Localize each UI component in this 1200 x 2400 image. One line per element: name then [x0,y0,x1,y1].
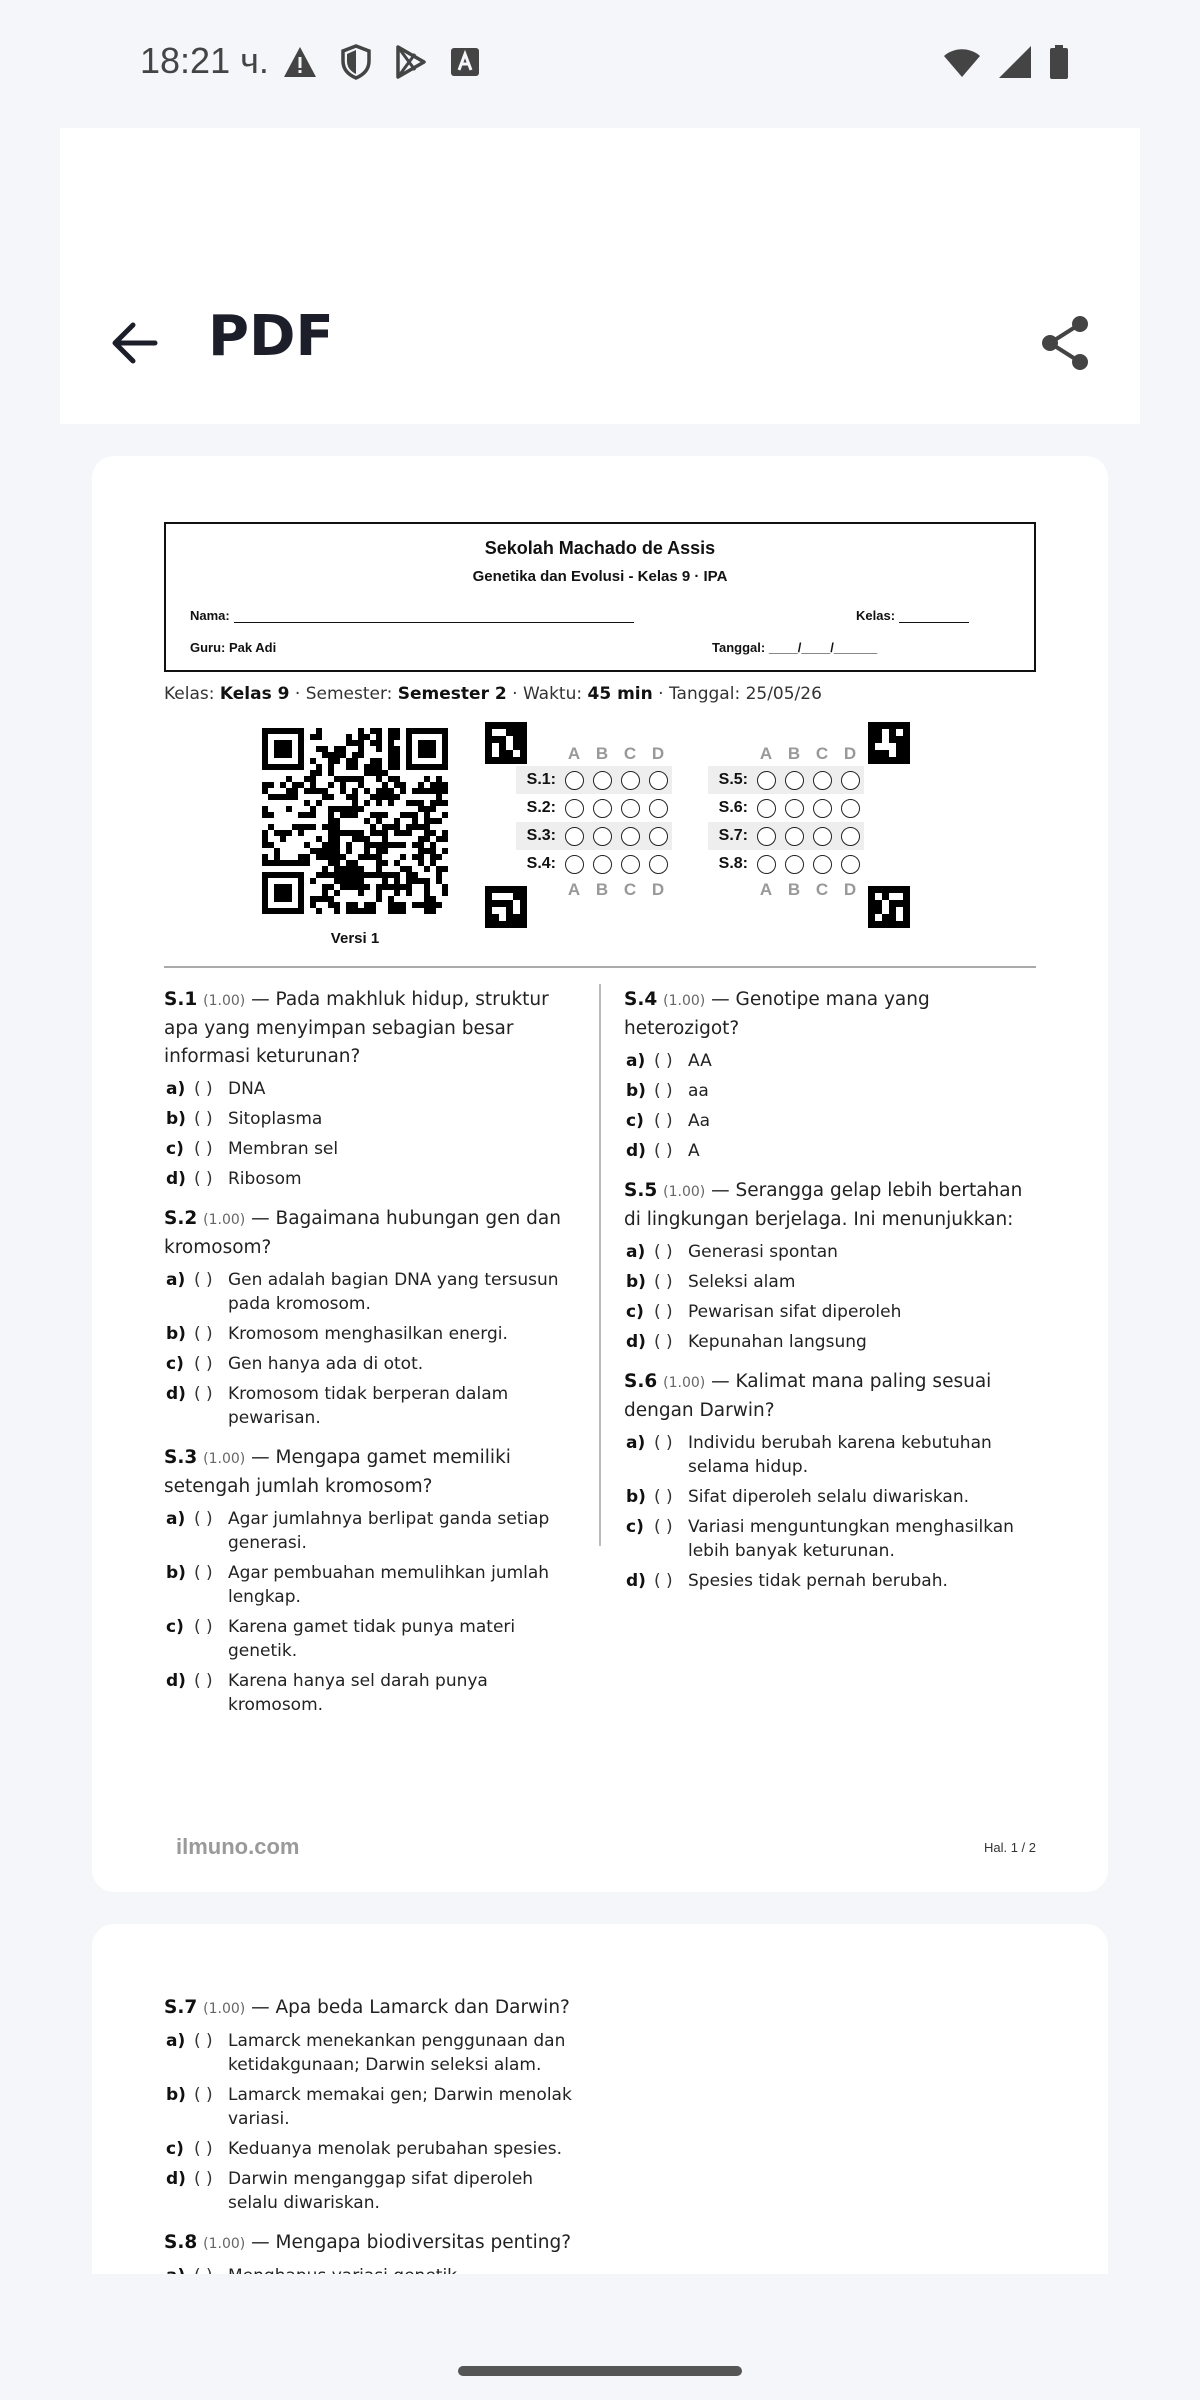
question [624,1368,1040,1593]
option-checkbox[interactable]: ( ) [194,2139,213,2159]
answer-option[interactable] [164,1669,580,1717]
option-text: Kepunahan langsung [688,1332,867,1352]
answer-bubble[interactable] [560,827,588,846]
version-label: Versi 1 [330,930,380,947]
question-points: (1.00) [203,1212,246,1228]
question-text: — Pada makhluk hidup, struktur apa yang menyimpan sebagian besar informasi keturunan? [164,989,549,1067]
option-checkbox[interactable]: ( ) [194,1109,213,1129]
option-letter: c) [166,1354,184,1374]
question [164,986,580,1191]
answer-bubble[interactable] [780,799,808,818]
name-field [190,608,634,623]
option-text: Sifat diperoleh selalu diwariskan. [688,1487,970,1507]
question-number: S.5 [624,1180,658,1201]
answer-grid-left [516,744,672,902]
warning-icon [282,45,318,79]
play-store-icon [394,44,428,80]
answer-bubble[interactable] [644,799,672,818]
question-number: S.2 [164,1208,198,1229]
column-divider [599,984,601,1546]
grid-row: S.4: [516,850,672,878]
option-checkbox[interactable]: ( ) [654,1141,673,1161]
answer-option[interactable] [624,1485,1040,1509]
option-letter: a) [626,1242,646,1262]
option-letter: b) [626,1487,646,1507]
info-kelas: Kelas 9 [219,684,290,704]
signal-icon [998,45,1032,79]
answer-option[interactable] [164,2137,580,2161]
shield-icon [340,44,372,80]
option-checkbox[interactable]: ( ) [654,1242,673,1262]
option-text: Agar jumlahnya berlipat ganda setiap generasi. [228,1509,550,1553]
option-letter: c) [626,1302,644,1322]
section-divider [164,966,1036,968]
answer-option[interactable] [624,1240,1040,1264]
answer-option[interactable] [624,1330,1040,1354]
navigation-bar [0,2274,1200,2400]
option-checkbox[interactable]: ( ) [194,1169,213,1189]
question [624,986,1040,1163]
answer-option[interactable] [164,2083,580,2131]
option-checkbox[interactable]: ( ) [654,1111,673,1131]
option-text: Agar pembuahan memulihkan jumlah lengkap. [228,1563,550,1607]
answer-option[interactable] [164,1382,580,1430]
question-text: — Apa beda Lamarck dan Darwin? [251,1997,570,2018]
answer-bubble[interactable] [644,855,672,874]
answer-option[interactable] [164,1268,580,1316]
option-text: Lamarck menekankan penggunaan dan ketidakgunaan; Darwin seleksi alam. [228,2031,566,2075]
pdf-page-1[interactable] [92,456,1108,1892]
answer-bubble[interactable] [780,771,808,790]
question-title [164,986,580,1071]
option-letter: c) [626,1111,644,1131]
question-title [624,1368,1040,1425]
answer-bubble[interactable] [560,799,588,818]
home-gesture-handle[interactable] [458,2366,742,2376]
date-label: Tanggal: [712,640,766,655]
date-field [712,640,877,655]
option-checkbox[interactable]: ( ) [654,1081,673,1101]
questions-right-column [624,986,1040,1607]
answer-bubble[interactable] [780,827,808,846]
info-semester: Semester 2 [397,684,507,704]
question-points: (1.00) [663,1184,706,1200]
answer-bubble[interactable] [560,771,588,790]
grid-row: S.2: [516,794,672,822]
answer-bubble[interactable] [836,855,864,874]
question-number: S.3 [164,1447,198,1468]
status-time: 18:21 ч. [140,40,269,81]
option-checkbox[interactable]: ( ) [194,1324,213,1344]
option-letter: a) [626,1433,646,1453]
option-letter: d) [166,2169,186,2189]
status-bar [0,0,1200,128]
question [164,1205,580,1430]
answer-option[interactable] [624,1300,1040,1324]
answer-bubble[interactable] [752,799,780,818]
option-text: Individu berubah karena kebutuhan selama hidup. [688,1433,992,1477]
option-checkbox[interactable]: ( ) [194,1563,213,1583]
option-letter: d) [166,1169,186,1189]
question-title [164,1444,580,1501]
status-icons-left [282,44,480,80]
option-letter: a) [166,1079,186,1099]
class-field [856,608,969,623]
option-letter: a) [166,1270,186,1290]
page-title: PDF [208,304,334,369]
option-letter: b) [166,1109,186,1129]
info-tanggal: Tanggal: 25/05/26 [668,684,822,704]
option-checkbox[interactable]: ( ) [194,1617,213,1637]
option-letter: d) [626,1141,646,1161]
option-letter: b) [166,1324,186,1344]
option-letter: d) [166,1671,186,1691]
question-number: S.7 [164,1997,198,2018]
teacher-label: Guru: Pak Adi [190,640,277,655]
question-points: (1.00) [203,993,246,1009]
answer-option[interactable] [164,2167,580,2215]
option-text: Generasi spontan [688,1242,838,1262]
question-number: S.8 [164,2232,198,2253]
option-checkbox[interactable]: ( ) [654,1433,673,1453]
option-text: Lamarck memakai gen; Darwin menolak variasi. [228,2085,572,2129]
grid-row: S.7: [708,822,864,850]
question [164,1994,580,2215]
grid-letters: A B C D [759,744,857,763]
option-text: Karena gamet tidak punya materi genetik. [228,1617,516,1661]
info-waktu: 45 min [587,684,653,704]
option-letter: b) [166,1563,186,1583]
answer-bubble[interactable] [808,771,836,790]
question [624,1177,1040,1354]
option-text: Spesies tidak pernah berubah. [688,1571,948,1591]
option-letter: d) [626,1571,646,1591]
questions-left-column [164,986,580,1731]
school-name: Sekolah Machado de Assis [484,538,716,558]
answer-option[interactable] [624,1515,1040,1563]
question-points: (1.00) [663,993,706,1009]
question-title [164,1205,580,1262]
share-button[interactable] [1030,308,1100,378]
answer-option[interactable] [164,1077,580,1101]
option-checkbox[interactable]: ( ) [194,1354,213,1374]
option-text: Kromosom tidak berperan dalam pewarisan. [228,1384,509,1428]
option-letter: d) [626,1332,646,1352]
option-checkbox[interactable]: ( ) [654,1332,673,1352]
answer-bubble[interactable] [560,855,588,874]
option-checkbox[interactable]: ( ) [654,1302,673,1322]
wifi-icon [942,46,982,78]
option-letter: a) [626,1051,646,1071]
answer-bubble[interactable] [588,799,616,818]
answer-option[interactable] [624,1270,1040,1294]
option-text: Seleksi alam [688,1272,796,1292]
option-checkbox[interactable]: ( ) [194,1509,213,1529]
answer-option[interactable] [164,1615,580,1663]
answer-bubble[interactable] [644,827,672,846]
grid-letters: A B C D [567,744,665,763]
exam-subtitle: Genetika dan Evolusi - Kelas 9 · IPA [472,568,728,585]
option-letter: c) [166,2139,184,2159]
option-text: Pewarisan sifat diperoleh [688,1302,902,1322]
question-text: — Genotipe mana yang heterozigot? [624,989,930,1039]
option-letter: a) [166,2031,186,2051]
option-text: aa [688,1081,709,1101]
option-text: AA [688,1051,712,1071]
question-points: (1.00) [203,2001,246,2017]
answer-bubble[interactable] [836,799,864,818]
option-text: Aa [688,1111,711,1131]
answer-bubble[interactable] [588,827,616,846]
answer-bubble[interactable] [808,855,836,874]
answer-bubble[interactable] [616,855,644,874]
aruco-marker-icon [868,722,910,764]
answer-option[interactable] [624,1431,1040,1479]
option-text: Keduanya menolak perubahan spesies. [228,2139,562,2159]
exam-info: Kelas: Kelas 9 · Semester: Semester 2 · Waktu: 45 min · Tanggal: 25/05/26 [164,684,822,704]
answer-option[interactable] [164,2029,580,2077]
option-letter: b) [626,1272,646,1292]
option-letter: b) [166,2085,186,2105]
answer-bubble[interactable] [752,827,780,846]
option-checkbox[interactable]: ( ) [654,1571,673,1591]
share-icon [1038,314,1092,372]
option-letter: c) [166,1139,184,1159]
answer-option[interactable] [164,1352,580,1376]
answer-option[interactable] [164,1561,580,1609]
option-letter: c) [626,1517,644,1537]
question-text: — Mengapa gamet memiliki setengah jumlah kromosom? [164,1447,511,1497]
answer-bubble[interactable] [836,771,864,790]
answer-option[interactable] [164,1507,580,1555]
option-checkbox[interactable]: ( ) [194,2031,213,2051]
answer-option[interactable] [164,1137,580,1161]
back-button[interactable] [100,308,170,378]
question-number: S.1 [164,989,198,1010]
grid-row: S.8: [708,850,864,878]
option-checkbox[interactable]: ( ) [654,1051,673,1071]
option-letter: c) [166,1617,184,1637]
answer-bubble[interactable] [808,799,836,818]
question-title [624,986,1040,1043]
question-title [624,1177,1040,1234]
answer-bubble[interactable] [616,771,644,790]
question-text: — Mengapa biodiversitas penting? [251,2232,572,2253]
option-letter: a) [166,1509,186,1529]
question-title [164,2229,580,2258]
option-checkbox[interactable]: ( ) [194,1139,213,1159]
qr-code [262,728,448,918]
question [164,1444,580,1717]
option-text: A [688,1141,700,1161]
battery-icon [1048,44,1070,80]
name-label: Nama: [190,608,230,623]
option-checkbox[interactable]: ( ) [194,1384,213,1404]
question-points: (1.00) [203,1451,246,1467]
question-number: S.6 [624,1371,658,1392]
option-text: DNA [228,1079,266,1099]
question-text: — Bagaimana hubungan gen dan kromosom? [164,1208,561,1258]
grid-letters: A B C D [567,880,665,899]
option-checkbox[interactable]: ( ) [194,2085,213,2105]
answer-option[interactable] [164,1107,580,1131]
questions-page2-column [164,1994,580,2302]
option-letter: d) [166,1384,186,1404]
grid-row: S.3: [516,822,672,850]
option-checkbox[interactable]: ( ) [654,1517,673,1537]
footer-brand: ilmuno.com [176,1834,300,1859]
question-points: (1.00) [663,1375,706,1391]
answer-bubble[interactable] [588,855,616,874]
option-text: Ribosom [228,1169,302,1189]
option-text: Darwin menganggap sifat diperoleh selalu diwariskan. [228,2169,534,2213]
answer-option[interactable] [624,1569,1040,1593]
option-text: Membran sel [228,1139,339,1159]
sheet-header [164,522,1036,672]
aruco-marker-icon [868,886,910,928]
answer-bubble[interactable] [616,799,644,818]
answer-bubble[interactable] [780,855,808,874]
class-label: Kelas: [856,608,896,623]
option-text: Sitoplasma [228,1109,323,1129]
grid-row: S.6: [708,794,864,822]
grid-letters: A B C D [759,880,857,899]
option-checkbox[interactable]: ( ) [194,1079,213,1099]
answer-option[interactable] [164,1167,580,1191]
arrow-left-icon [111,321,159,365]
answer-option[interactable] [624,1049,1040,1073]
option-text: Karena hanya sel darah punya kromosom. [228,1671,488,1715]
option-text: Gen adalah bagian DNA yang tersusun pada kromosom. [228,1270,559,1314]
answer-bubble[interactable] [644,771,672,790]
option-checkbox[interactable]: ( ) [194,2169,213,2189]
option-letter: b) [626,1081,646,1101]
page-number: Hal. 1 / 2 [983,1840,1036,1855]
answer-bubble[interactable] [836,827,864,846]
answer-option[interactable] [164,1322,580,1346]
answer-bubble[interactable] [616,827,644,846]
option-checkbox[interactable]: ( ) [194,1671,213,1691]
grid-row: S.1: [516,766,672,794]
option-text: Kromosom menghasilkan energi. [228,1324,508,1344]
question-text: — Kalimat mana paling sesuai dengan Darwin? [624,1371,992,1421]
question-title [164,1994,580,2023]
font-badge-icon [450,47,480,77]
app-header [60,128,1140,424]
grid-row: S.5: [708,766,864,794]
option-text: Variasi menguntungkan menghasilkan lebih banyak keturunan. [688,1517,1014,1561]
answer-option[interactable] [624,1079,1040,1103]
answer-bubble[interactable] [588,771,616,790]
answer-grid-right [708,744,864,902]
date-blank: ____/____/______ [768,640,878,655]
option-text: Gen hanya ada di otot. [228,1354,424,1374]
answer-option[interactable] [624,1139,1040,1163]
question-number: S.4 [624,989,658,1010]
option-checkbox[interactable]: ( ) [194,1270,213,1290]
question-points: (1.00) [203,2236,246,2252]
answer-bubble[interactable] [752,855,780,874]
answer-option[interactable] [624,1109,1040,1133]
option-checkbox[interactable]: ( ) [654,1487,673,1507]
question-text: — Serangga gelap lebih bertahan di lingkungan berjelaga. Ini menunjukkan: [624,1180,1023,1230]
answer-bubble[interactable] [808,827,836,846]
answer-bubble[interactable] [752,771,780,790]
status-icons-right [942,44,1070,80]
option-checkbox[interactable]: ( ) [654,1272,673,1292]
